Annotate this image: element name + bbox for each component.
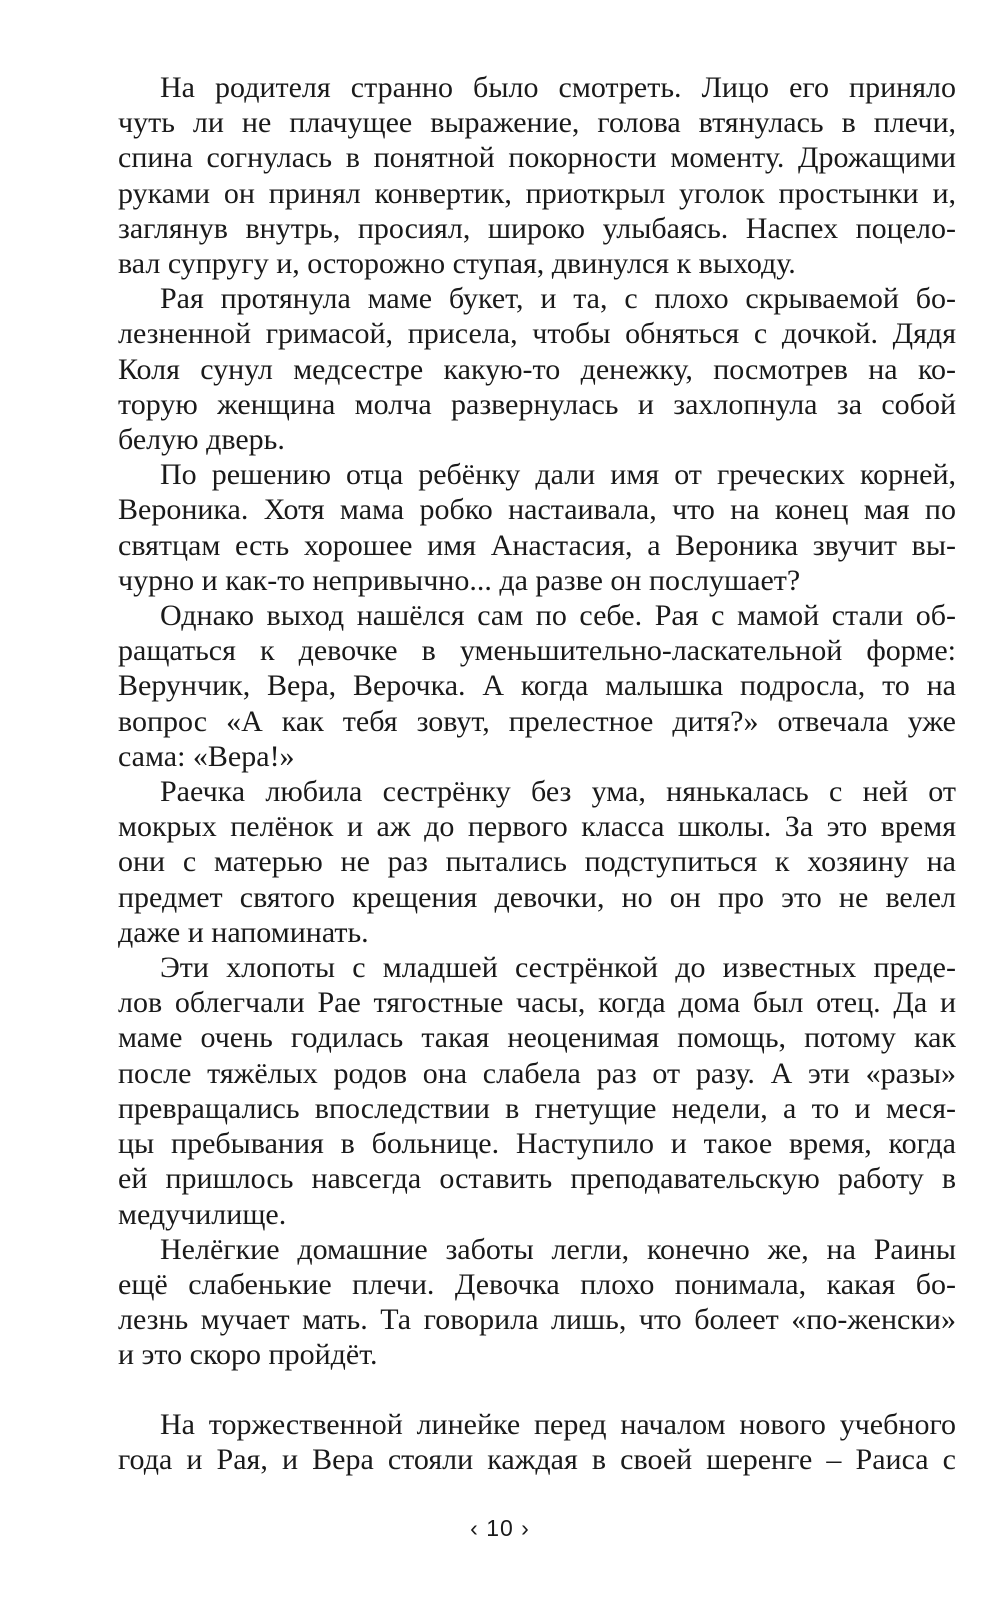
page-body (118, 70, 956, 1477)
paragraph-8 (118, 1407, 956, 1477)
section-break (118, 1373, 956, 1407)
paragraph-1 (118, 70, 956, 281)
text-line: лезненной гримасой, присела, чтобы обняться с дочкой. Дядя (118, 317, 956, 351)
text-line: Вероника. Хотя мама робко настаивала, что на конец мая по (118, 493, 956, 527)
text-line: вопрос «А как тебя зовут, прелестное дитя?» отвечала уже (118, 704, 956, 738)
text-line: белую дверь. (118, 423, 285, 457)
text-line: торую женщина молча развернулась и захлопнула за собой (118, 387, 956, 421)
text-line: ей пришлось навсегда оставить преподавательскую работу в (118, 1162, 956, 1196)
text-line: сама: «Вера!» (118, 739, 295, 773)
text-line: Однако выход нашёлся сам по себе. Рая с мамой стали об- (160, 599, 956, 633)
text-line: На родителя странно было смотреть. Лицо его приняло (160, 71, 956, 104)
text-line: Коля сунул медсестре какую-то денежку, посмотрев на ко- (118, 352, 956, 386)
paragraph-2 (118, 281, 956, 457)
text-line: чуть ли не плачущее выражение, голова втянулась в плечи, (118, 106, 956, 140)
text-line: Рая протянула маме букет, и та, с плохо скрываемой бо- (160, 282, 956, 316)
paragraph-6 (118, 950, 956, 1232)
paragraph-3 (118, 457, 956, 598)
text-line: Нелёгкие домашние заботы легли, конечно же, на Раины (160, 1232, 956, 1266)
text-line: По решению отца ребёнку дали имя от греческих корней, (160, 458, 956, 492)
text-line: после тяжёлых родов она слабела раз от разу. А эти «разы» (118, 1056, 956, 1090)
text-line: ещё слабенькие плечи. Девочка плохо понимала, какая бо- (118, 1267, 956, 1301)
text-line: спина согнулась в понятной покорности моменту. Дрожащими (118, 141, 956, 175)
text-line: Верунчик, Вера, Верочка. А когда малышка подросла, то на (118, 669, 956, 703)
text-line: святцам есть хорошее имя Анастасия, а Вероника звучит вы- (118, 528, 956, 562)
text-line: мокрых пелёнок и аж до первого класса школы. За это время (118, 810, 956, 844)
text-line: предмет святого крещения девочки, но он про это не велел (118, 880, 956, 914)
text-line: руками он принял конвертик, приоткрыл уголок простынки и, (118, 176, 956, 210)
text-line: заглянув внутрь, просиял, широко улыбаясь. Наспех поцело- (118, 211, 956, 245)
text-line: лезнь мучает мать. Та говорила лишь, что болеет «по-женски» (118, 1303, 956, 1337)
text-line: года и Рая, и Вера стояли каждая в своей шеренге – Раиса с (118, 1442, 956, 1476)
text-line: чурно и как-то непривычно... да разве он послушает? (118, 563, 801, 597)
text-line: даже и напоминать. (118, 915, 369, 949)
text-line: лов облегчали Рае тягостные часы, когда дома был отец. Да и (118, 986, 956, 1020)
page-number: ‹ 10 › (470, 1515, 530, 1541)
text-line: вал супругу и, осторожно ступая, двинулся к выходу. (118, 247, 796, 281)
text-line: они с матерью не раз пытались подступиться к хозяину на (118, 845, 956, 879)
text-line: Раечка любила сестрёнку без ума, нянькалась с ней от (160, 775, 956, 809)
paragraph-5 (118, 774, 956, 950)
text-line: и это скоро пройдёт. (118, 1338, 378, 1372)
text-line: маме очень годилась такая неоценимая помощь, потому как (118, 1021, 956, 1055)
paragraph-4 (118, 598, 956, 774)
text-line: превращались впоследствии в гнетущие недели, а то и меся- (118, 1091, 956, 1125)
text-line: На торжественной линейке перед началом нового учебного (160, 1407, 956, 1441)
text-line: медучилище. (118, 1197, 287, 1231)
text-line: цы пребывания в больнице. Наступило и такое время, когда (118, 1127, 956, 1161)
paragraph-7 (118, 1232, 956, 1373)
text-line: Эти хлопоты с младшей сестрёнкой до известных преде- (160, 951, 956, 985)
text-line: ращаться к девочке в уменьшительно-ласкательной форме: (118, 634, 956, 668)
